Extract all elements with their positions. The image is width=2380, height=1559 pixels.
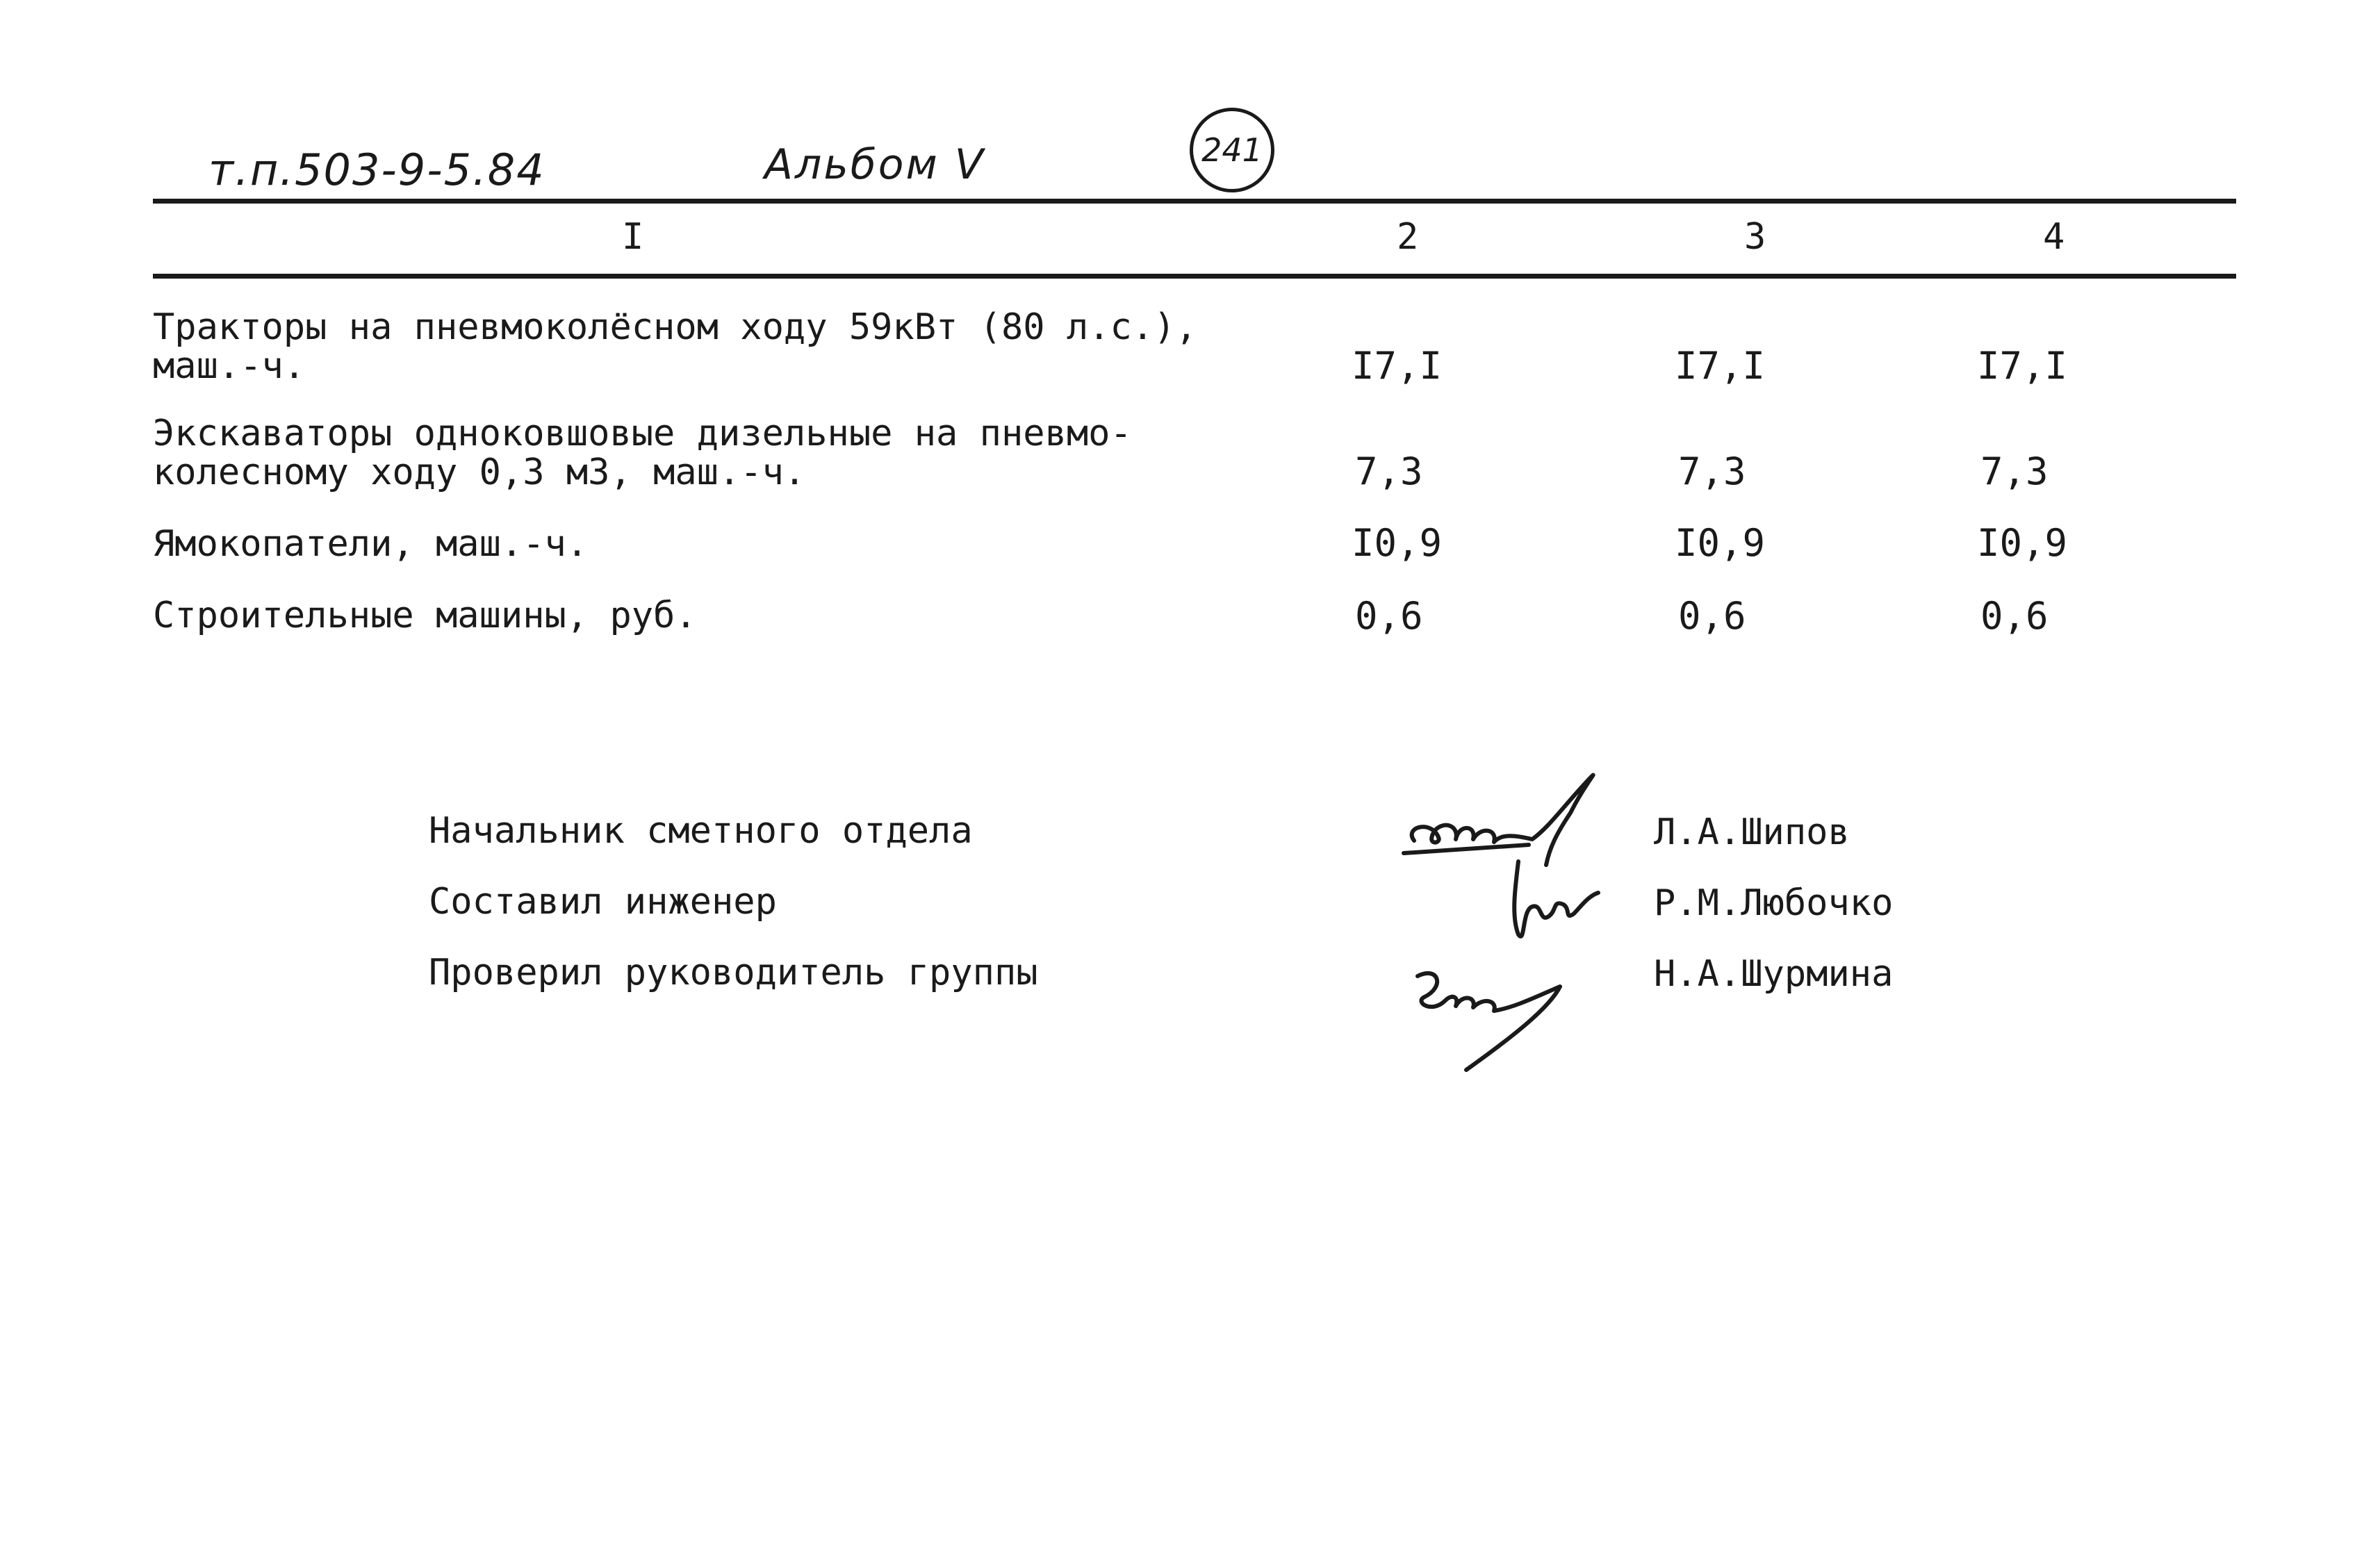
page-number: 241: [1201, 131, 1263, 169]
table-cell: 0,6: [1678, 594, 1746, 638]
table-cell: 7,3: [1355, 449, 1423, 493]
document-code: т.п.503-9-5.84: [208, 145, 545, 195]
table-row-label: Ямокопатели, маш.-ч.: [153, 523, 589, 565]
column-header-1: I: [622, 216, 644, 258]
column-header-4: 4: [2043, 216, 2065, 258]
table-cell: I7,I: [1675, 344, 1766, 388]
signature-title: Начальник сметного отдела: [429, 810, 973, 852]
table-cell: 0,6: [1355, 594, 1423, 638]
album-label: Альбом V: [764, 140, 985, 189]
column-header-2: 2: [1397, 216, 1419, 258]
table-header-rule: [153, 274, 2236, 279]
handwritten-signatures: [1383, 757, 1661, 1084]
signature-title: Проверил руководитель группы: [429, 952, 1038, 993]
table-cell: 7,3: [1678, 449, 1746, 493]
table-cell: I0,9: [1675, 521, 1766, 565]
table-top-rule: [153, 199, 2236, 204]
table-row-label: Экскаваторы одноковшовые дизельные на пневмо- колесному ходу 0,3 м3, маш.-ч.: [153, 413, 1132, 493]
table-cell: I7,I: [1977, 344, 2068, 388]
table-cell: I0,9: [1977, 521, 2068, 565]
table-cell: I7,I: [1352, 344, 1443, 388]
signature-mark-2: [1514, 861, 1598, 937]
table-cell: 7,3: [1980, 449, 2049, 493]
signature-mark-3: [1418, 973, 1560, 1070]
signatory-name: Р.М.Любочко: [1654, 882, 1894, 924]
signature-title: Составил инженер: [429, 881, 777, 923]
page-number-badge: [1190, 108, 1274, 192]
signatory-name: Н.А.Шурмина: [1654, 953, 1894, 995]
table-row-label: Строительные машины, руб.: [153, 595, 697, 636]
table-row-label: Тракторы на пневмоколёсном ходу 59кВт (80 л.с.), маш.-ч.: [153, 306, 1197, 387]
table-cell: 0,6: [1980, 594, 2049, 638]
signatory-name: Л.А.Шипов: [1654, 811, 1850, 853]
table-cell: I0,9: [1352, 521, 1443, 565]
column-header-3: 3: [1744, 216, 1766, 258]
